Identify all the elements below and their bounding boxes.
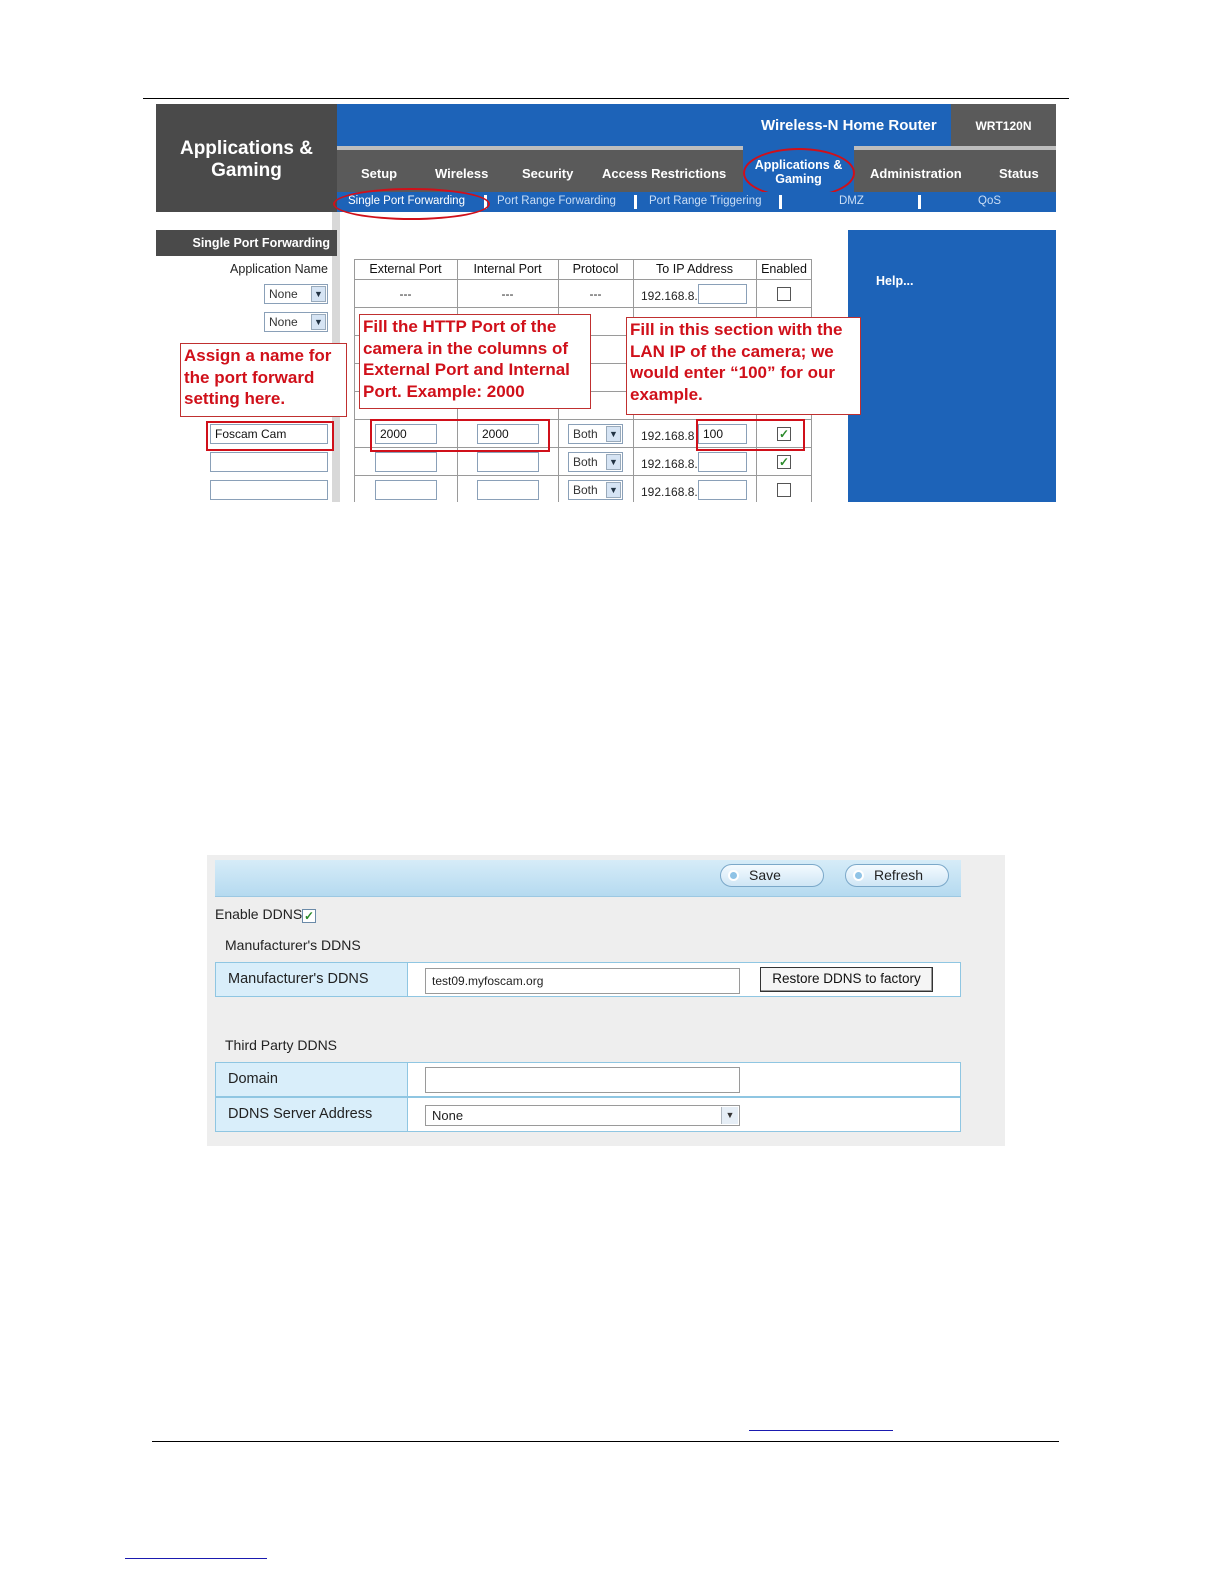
footer-link-underline[interactable] [749,1430,893,1431]
manufacturer-ddns-heading: Manufacturer's DDNS [225,937,361,953]
tab-access-restrictions[interactable]: Access Restrictions [602,166,727,181]
ddns-toolbar [215,860,961,897]
application-select-2[interactable]: None ▼ [264,312,328,332]
tab-wireless[interactable]: Wireless [435,166,489,181]
protocol-select-row6[interactable]: Both ▼ [568,424,623,444]
chevron-down-icon: ▼ [311,314,326,330]
ip-suffix-input[interactable]: 100 [698,424,747,444]
chevron-down-icon: ▼ [606,454,621,470]
row1-internal-port: --- [501,287,514,301]
tab-setup[interactable]: Setup [361,166,398,181]
highlight-ellipse-single-port [333,188,490,220]
row1-ip-prefix: 192.168.8. [641,289,698,303]
protocol-select-row7[interactable]: Both ▼ [568,452,623,472]
application-select-1[interactable]: None ▼ [264,284,328,304]
refresh-icon [853,870,864,881]
save-icon [728,870,739,881]
subtab-single-port-forwarding[interactable]: Single Port Forwarding [348,195,465,207]
brand-title: Wireless-N Home Router [761,117,937,134]
table-row-line [354,475,812,476]
tab-status[interactable]: Status [999,166,1039,181]
row1-ip-input[interactable] [698,284,747,304]
row8-ip-prefix: 192.168.8. [641,485,698,499]
row8-internal-port-input[interactable] [477,480,539,500]
column-header-external-port: External Port [369,262,442,276]
tab-bar-strip [337,146,1056,150]
tab-applications-line2: Gaming [775,172,822,186]
save-button[interactable]: Save [720,864,824,887]
row1-protocol: --- [589,287,602,301]
row7-internal-port-input[interactable] [477,452,539,472]
application-name-input-2[interactable] [210,452,328,472]
callout-http-port: Fill the HTTP Port of the camera in the columns of External Port and Internal Port. Example: 2000 [359,314,591,409]
protocol-select-row8[interactable]: Both ▼ [568,480,623,500]
column-header-internal-port: Internal Port [473,262,542,276]
highlight-box-app-name [206,421,334,451]
subtab-qos[interactable]: QoS [978,195,1002,207]
row1-enabled-checkbox[interactable] [777,287,791,301]
header-rule [143,98,1069,99]
subtab-left-fill [156,192,337,212]
row6-enabled-checkbox[interactable]: ✓ [778,427,790,441]
section-title: Applications & Gaming [179,138,313,181]
brand-bar [337,104,1056,146]
column-header-enabled: Enabled [761,262,807,276]
enable-ddns-label: Enable DDNS [215,906,303,922]
highlight-box-ip [696,419,805,451]
domain-input[interactable] [425,1067,740,1093]
router-screenshot [156,104,1056,502]
tab-applications-line1: Applications & [754,158,843,172]
row1-external-port: --- [399,287,412,301]
external-port-input[interactable]: 2000 [375,424,437,444]
subtab-port-range-forwarding[interactable]: Port Range Forwarding [497,195,616,207]
footer-rule [152,1441,1059,1442]
ddns-server-row [215,1097,961,1132]
ddns-server-select[interactable]: None ▼ [425,1105,740,1126]
tab-security[interactable]: Security [522,166,574,181]
footnote-underline [125,1558,267,1559]
row8-enabled-checkbox[interactable] [777,483,791,497]
ddns-server-label: DDNS Server Address [216,1098,408,1131]
row8-external-port-input[interactable] [375,480,437,500]
tab-administration[interactable]: Administration [870,166,962,181]
enable-ddns-checkbox[interactable]: ✓ [303,909,315,923]
chevron-down-icon: ▼ [606,426,621,442]
callout-assign-name: Assign a name for the port forward setting here. [180,343,347,417]
row6-ip-prefix: 192.168.8 [641,429,695,443]
subtab-separator [779,195,782,209]
application-name-input-3[interactable] [210,480,328,500]
chevron-down-icon: ▼ [606,482,621,498]
application-name-input[interactable]: Foscam Cam [210,424,328,444]
subtab-port-range-triggering[interactable]: Port Range Triggering [649,195,762,207]
table-header-line [354,279,812,280]
manufacturer-ddns-row [215,962,961,997]
manufacturer-ddns-input[interactable]: test09.myfoscam.org [425,968,740,994]
application-name-label: Application Name [230,262,328,276]
column-header-ip: To IP Address [656,262,733,276]
side-header: Single Port Forwarding [192,236,330,250]
row7-ip-input[interactable] [698,452,747,472]
row7-ip-prefix: 192.168.8. [641,457,698,471]
domain-label: Domain [216,1063,408,1096]
ddns-screenshot [207,855,1005,1146]
refresh-button[interactable]: Refresh [845,864,949,887]
domain-row [215,1062,961,1097]
highlight-ellipse-apps-tab [743,148,855,198]
column-header-protocol: Protocol [572,262,619,276]
row7-external-port-input[interactable] [375,452,437,472]
subtab-separator [634,195,637,209]
restore-ddns-button[interactable]: Restore DDNS to factory [760,967,933,992]
manufacturer-ddns-label: Manufacturer's DDNS [216,963,408,996]
highlight-box-ports [370,419,550,452]
chevron-down-icon: ▼ [721,1107,738,1124]
chevron-down-icon: ▼ [311,286,326,302]
third-party-ddns-heading: Third Party DDNS [225,1037,338,1053]
table-row-line [354,307,812,308]
subtab-dmz[interactable]: DMZ [839,195,864,207]
internal-port-input[interactable]: 2000 [477,424,539,444]
table-border-top [354,259,812,260]
row8-ip-input[interactable] [698,480,747,500]
help-panel [848,230,1056,502]
help-link[interactable]: Help... [876,274,914,288]
subtab-separator [918,195,921,209]
model-label: WRT120N [975,119,1032,133]
row7-enabled-checkbox[interactable]: ✓ [778,455,790,469]
callout-lan-ip: Fill in this section with the LAN IP of the camera; we would enter “100” for our example. [626,317,861,415]
